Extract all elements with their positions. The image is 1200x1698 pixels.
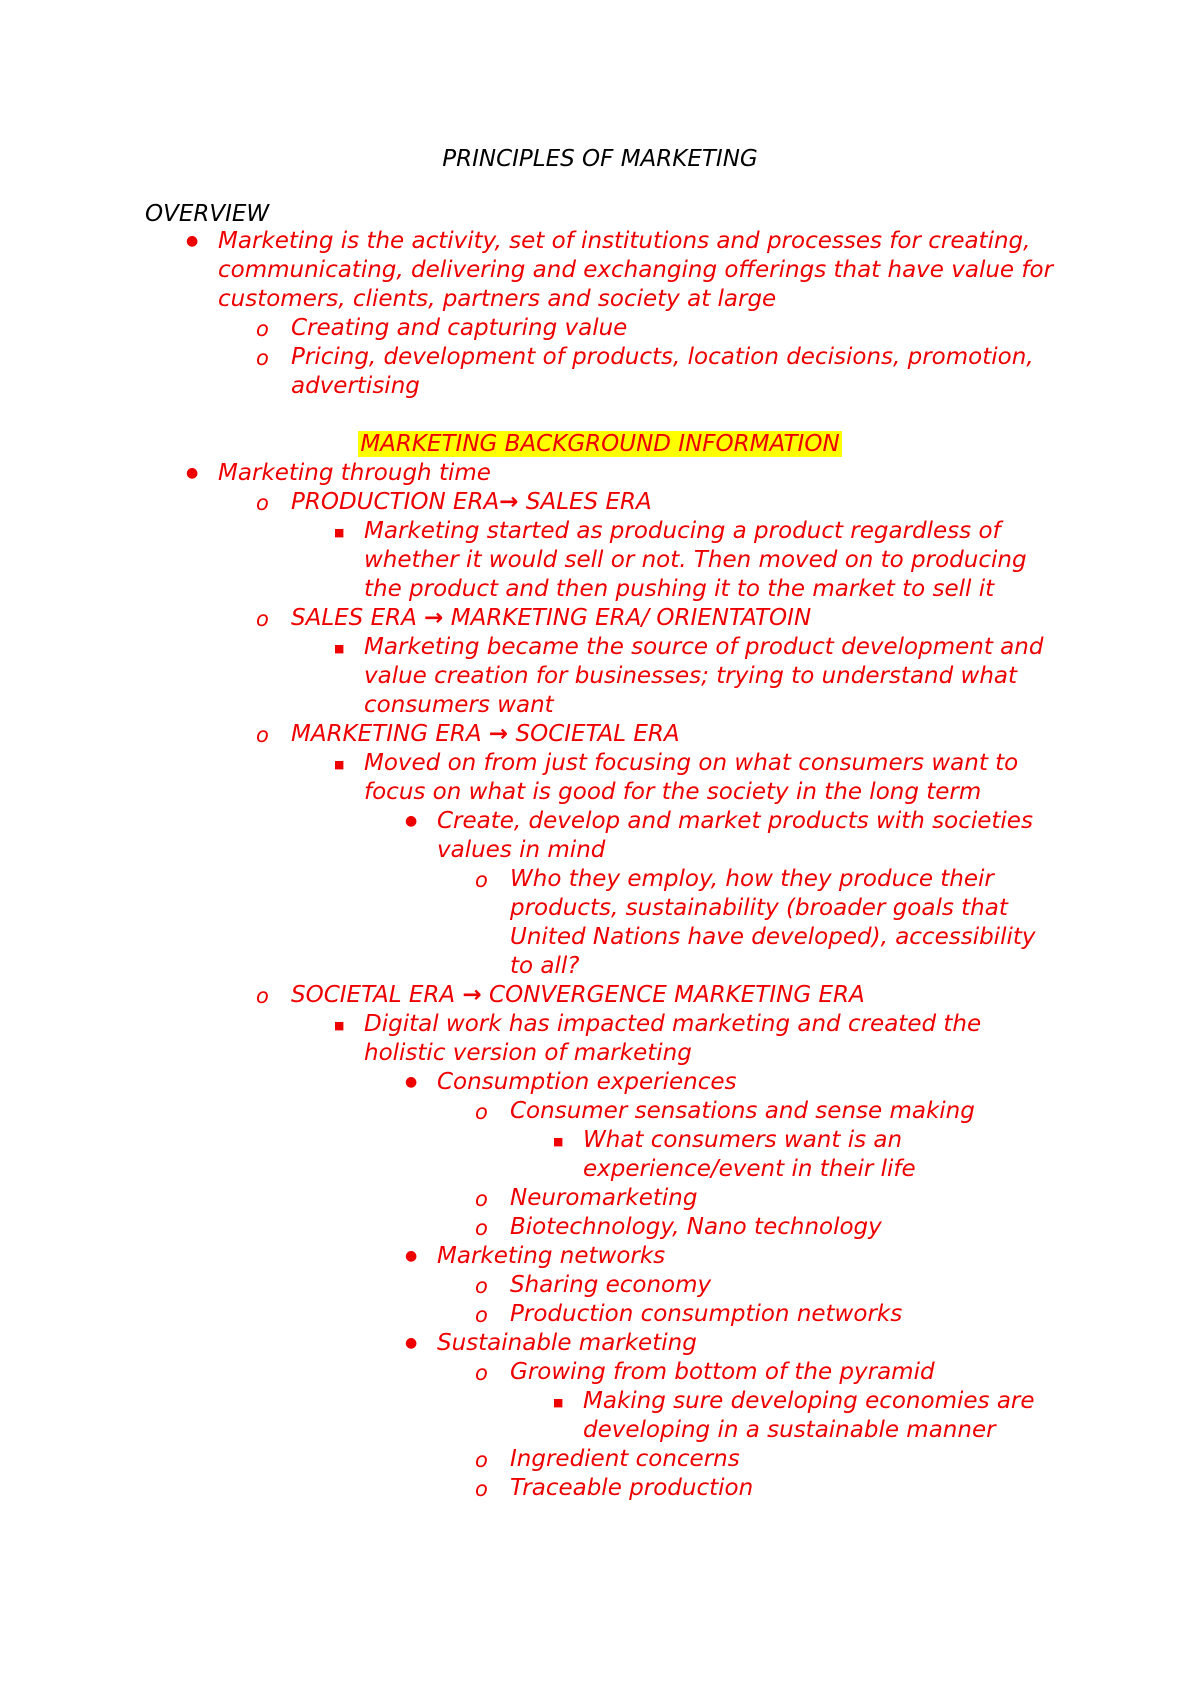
page-title: PRINCIPLES OF MARKETING: [442, 146, 758, 172]
bullet-circle-icon: o: [256, 607, 269, 631]
bullet-disc-icon: ●: [405, 1248, 418, 1264]
background-heading: [0, 430, 1200, 459]
era-sales-marketing: o SALES ERA → MARKETING ERA/ ORIENTATOIN: [291, 604, 1061, 633]
bullet-circle-icon: o: [475, 868, 488, 892]
bullet-square-icon: ■: [553, 1396, 564, 1409]
bullet-square-icon: ■: [334, 526, 345, 539]
bullet-circle-icon: o: [256, 346, 269, 370]
list-item: ● Marketing through time: [186, 460, 491, 486]
list-item: o Traceable production: [510, 1474, 1065, 1503]
list-item: ● Sustainable marketing: [405, 1330, 697, 1356]
era-production-sales: o PRODUCTION ERA→ SALES ERA: [291, 488, 1061, 517]
bullet-circle-icon: o: [475, 1274, 488, 1298]
era-societal-convergence: o SOCIETAL ERA → CONVERGENCE MARKETING ERA: [291, 981, 1061, 1010]
list-item: o Biotechnology, Nano technology: [510, 1213, 1065, 1242]
bullet-disc-icon: ●: [405, 1074, 418, 1090]
bullet-disc-icon: ●: [186, 465, 199, 481]
bullet-square-icon: ■: [334, 758, 345, 771]
list-item: ■ Making sure developing economies are developing in a sustainable manner: [553, 1388, 1035, 1443]
list-item: ■ Digital work has impacted marketing and created the holistic version of marketing: [334, 1011, 982, 1066]
bullet-circle-icon: o: [475, 1100, 488, 1124]
list-item: ● Create, develop and market products with societies values in mind: [405, 808, 1033, 863]
list-item: ■ Moved on from just focusing on what consumers want to focus on what is good for the society in the long term: [334, 750, 1019, 805]
overview-list: [0, 227, 1061, 401]
bullet-circle-icon: o: [256, 317, 269, 341]
list-item: ■ Marketing started as producing a product regardless of whether it would sell or not. Then moved on to producing the product and then pushing it to the market to sell it: [334, 518, 1027, 602]
list-item: o Ingredient concerns: [510, 1445, 1065, 1474]
list-item: o Growing from bottom of the pyramid: [510, 1358, 1065, 1387]
bullet-disc-icon: ●: [186, 233, 199, 249]
bullet-circle-icon: o: [475, 1187, 488, 1211]
bullet-square-icon: ■: [334, 1019, 345, 1032]
bullet-circle-icon: o: [475, 1303, 488, 1327]
list-item: ● Marketing networks: [405, 1243, 666, 1269]
right-arrow-icon: →: [499, 489, 519, 515]
overview-heading: OVERVIEW: [145, 201, 270, 227]
list-item: o Sharing economy: [510, 1271, 1065, 1300]
list-item: o Neuromarketing: [510, 1184, 1065, 1213]
bullet-circle-icon: o: [256, 723, 269, 747]
bullet-circle-icon: o: [256, 491, 269, 515]
right-arrow-icon: →: [462, 982, 482, 1008]
overview-point: o Pricing, development of products, location decisions, promotion, advertising: [256, 344, 1034, 399]
right-arrow-icon: →: [424, 605, 444, 631]
bullet-circle-icon: o: [475, 1448, 488, 1472]
bullet-disc-icon: ●: [405, 813, 418, 829]
era-marketing-societal: o MARKETING ERA → SOCIETAL ERA: [291, 720, 1061, 749]
list-item: o Consumer sensations and sense making: [510, 1097, 1065, 1126]
bullet-circle-icon: o: [475, 1361, 488, 1385]
overview-definition: ● Marketing is the activity, set of institutions and processes for creating, communicating, delivering and exchanging offerings that have value for customers, clients, partners and society at large: [186, 228, 1054, 312]
bullet-circle-icon: o: [256, 984, 269, 1008]
overview-point: o Creating and capturing value: [291, 314, 1061, 343]
background-list: [0, 459, 1065, 1503]
bullet-square-icon: ■: [334, 642, 345, 655]
highlighted-heading: MARKETING BACKGROUND INFORMATION: [360, 431, 840, 457]
list-item: ■ Marketing became the source of product development and value creation for businesses; trying to understand what consumers want: [334, 634, 1044, 718]
list-item: o Production consumption networks: [510, 1300, 1065, 1329]
bullet-circle-icon: o: [475, 1477, 488, 1501]
bullet-disc-icon: ●: [405, 1335, 418, 1351]
right-arrow-icon: →: [488, 721, 509, 747]
list-item: ■ What consumers want is an experience/event in their life: [553, 1127, 916, 1182]
list-item: ● Consumption experiences: [405, 1069, 737, 1095]
bullet-square-icon: ■: [553, 1135, 564, 1148]
bullet-circle-icon: o: [475, 1216, 488, 1240]
list-item: o Who they employ, how they produce their products, sustainability (broader goals that United Nations have developed), accessibility to all?: [475, 866, 1036, 979]
